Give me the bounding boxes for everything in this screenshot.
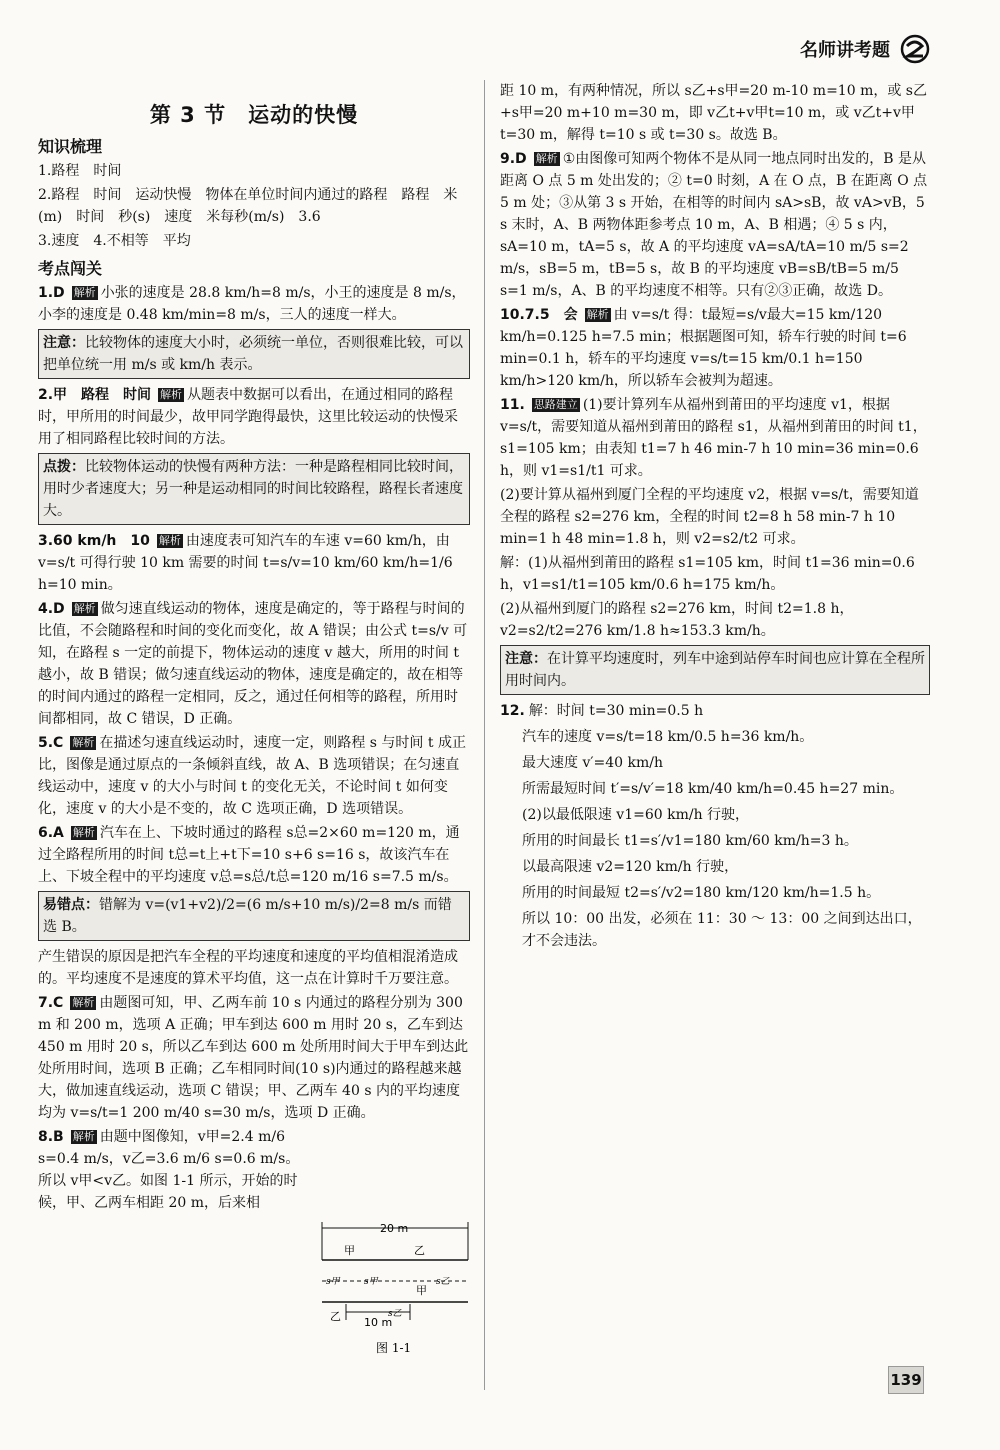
note-text: 比较物体运动的快慢有两种方法：一种是路程相同比较时间，用时少者速度大；另一种是运动相同的时间比较路程，路程长者速度大。 [43,459,463,519]
knowledge-item-3: 3.速度 4.不相等 平均 [38,233,191,249]
analysis-tag: 解析 [535,152,558,165]
answer-11-solution-1: 解：(1)从福州到莆田的路程 s1=105 km，时间 t1=36 min=0.6 h，v1=s1/t1=105 km/0.6 h=175 km/h。 [500,555,915,593]
note-label: 注意： [43,335,85,351]
answer-number: 6.A [38,825,64,841]
s-jia-label-2: s甲 [364,1277,378,1287]
analysis-tag: 解析 [72,736,95,749]
answer-5 [38,732,470,820]
label-10m: 10 m [364,1316,393,1329]
answer-number: 2.甲 路程 时间 [38,387,152,403]
answer-12-line: 所用的时间最短 t2=s′/v2=180 km/120 km/h=1.5 h。 [522,885,881,901]
note-box-mistake [38,891,470,941]
answer-12-line: 所以 10：00 出发，必须在 11：30 ～ 13：00 之间到达出口，才不会违法。 [522,911,922,949]
answer-number: 4.D [38,601,65,617]
knowledge-item-1: 1.路程 时间 [38,163,122,179]
answer-number: 8.B [38,1129,64,1145]
answer-text: 汽车在上、下坡时通过的路程 s总=2×60 m=120 m，通过全路程所用的时间 t总=t上+t下=10 s+6 s=16 s，故该汽车在上、下坡全程中的平均速度 v总=s总/t总=120 m/16 s=7.5 m/s。 [38,825,460,885]
answer-10 [500,304,930,392]
answer-number: 10.7.5 会 [500,307,578,323]
mistake-explanation: 产生错误的原因是把汽车全程的平均速度和速度的平均值相混淆造成的。平均速度不是速度的算术平均值，这一点在计算时千万要注意。 [38,949,458,987]
note-label: 点拨： [43,459,85,475]
answer-12-line: 以最高限速 v2=120 km/h 行驶， [522,859,739,875]
heading-exercises: 考点闯关 [38,259,103,278]
analysis-tag: 解析 [73,286,96,299]
note-text: 在计算平均速度时，列车中途到站停车时间也应计算在全程所用时间内。 [505,651,925,689]
answer-12-line: 所用的时间最长 t1=s′/v1=180 km/60 km/h=3 h。 [522,833,858,849]
answer-12-line: 最大速度 v′=40 km/h [522,755,664,771]
section-title: 第 3 节 运动的快慢 [149,103,359,127]
answer-text: 由题中图像知，v甲=2.4 m/6 s=0.4 m/s，v乙=3.6 m/6 s=0.6 m/s。所以 v甲<v乙。如图 1-1 所示，开始的时候，甲、乙两车相距 20 m，后来相 [38,1129,300,1211]
note-box-tip [38,453,470,525]
car-jia-label: 甲 [344,1244,355,1257]
series-logo-icon [898,34,932,64]
answer-text: 由速度表可知汽车的车速 v=60 km/h，由 v=s/t 可得行驶 10 km 需要的时间 t=s/v=10 km/60 km/h=1/6 h=10 min。 [38,533,453,593]
answer-9 [500,148,930,302]
car-yi-label: 乙 [414,1244,425,1257]
analysis-tag: 解析 [72,826,95,839]
analysis-tag: 解析 [72,1130,95,1143]
analysis-tag: 解析 [160,388,183,401]
answer-12-line: 汽车的速度 v=s/t=18 km/0.5 h=36 km/h。 [522,729,814,745]
answer-11-part-2: (2)要计算从福州到厦门全程的平均速度 v2，根据 v=s/t，需要知道全程的路程 s2=276 km，全程的时间 t2=8 h 58 min-7 h 10 min=1 h 48 min=1.8 h，则 v2=s2/t2 可求。 [500,487,919,547]
answer-11-solution-2: (2)从福州到厦门的路程 s2=276 km，时间 t2=1.8 h，v2=s2/t2=276 km/1.8 h≈153.3 km/h。 [500,601,854,639]
analysis-tag: 解析 [73,602,96,615]
answer-4 [38,598,470,730]
page-header [800,33,932,65]
note-label: 易错点： [43,897,99,913]
answer-12-line: (2)以最低限速 v1=60 km/h 行驶， [522,807,750,823]
answer-12-line: 所需最短时间 t′=s/v′=18 km/40 km/h=0.45 h=27 min。 [522,781,904,797]
answer-number: 11. [500,397,525,413]
right-column [500,78,930,956]
answer-text: 做匀速直线运动的物体，速度是确定的，等于路程与时间的比值，不会随路程和时间的变化而变化，故 A 错误；由公式 t=s/v 可知，在路程 s 一定的前提下，物体运动的速度 v 越大，所用的时间 t 越小，故 B 错误；做匀速直线运动的物体，速度是确定的，故在相等的时间内通过的路程一定相同，反之，通过任何相等的路程，所用时间都相同，故 C 错误，D 正确。 [38,601,468,727]
answer-3 [38,530,470,596]
answer-text: 小张的速度是 28.8 km/h=8 m/s，小王的速度是 8 m/s，小李的速度是 0.48 km/min=8 m/s，三人的速度一样大。 [38,285,466,323]
car-yi-label-2: 乙 [330,1310,341,1323]
answer-number: 1.D [38,285,65,301]
answer-text: 由 v=s/t 得：t最短=s/v最大=15 km/120 km/h=0.125 h=7.5 min；根据题图可知，轿车行驶的时间 t=6 min=0.1 h，轿车的平均速度 v=s/t=15 km/0.1 h=150 km/h>120 km/h，所以轿车会被判为超速。 [500,307,907,389]
figure-1-1 [318,1220,478,1360]
label-20m: 20 m [380,1222,409,1235]
answer-11 [500,394,930,482]
s-jia-label: s甲 [326,1277,340,1287]
answer-7 [38,992,470,1124]
answer-8-continued: 距 10 m，有两种情况，所以 s乙+s甲=20 m-10 m=10 m，或 s乙+s甲=20 m+10 m=30 m，即 v乙t+v甲t=10 m，或 v乙t+v甲t=30 m，解得 t=10 s 或 t=30 s。故选 B。 [500,83,927,143]
answer-number: 3.60 km/h 10 [38,533,150,549]
answer-number: 12. [500,703,525,719]
answer-text: 在描述匀速直线运动时，速度一定，则路程 s 与时间 t 成正比，图像是通过原点的一条倾斜直线，故 A、B 选项错误；在匀速直线运动中，速度 v 的大小与时间 t 的变化无关，不论时间 t 如何变化，速度 v 的大小是不变的，故 C 选项正确，D 选项错误。 [38,735,466,817]
heading-knowledge: 知识梳理 [38,137,103,156]
note-label: 注意： [505,651,547,667]
answer-text: 解：时间 t=30 min=0.5 h [528,703,704,719]
knowledge-item-2: 2.路程 时间 运动快慢 物体在单位时间内通过的路程 路程 米(m) 时间 秒(s) 速度 米每秒(m/s) 3.6 [38,187,458,225]
approach-tag: 思路建立 [533,398,578,411]
note-text: 错解为 v=(v1+v2)/2=(6 m/s+10 m/s)/2=8 m/s 而错选 B。 [43,897,452,935]
answer-12 [500,700,930,722]
answer-text: 从题表中数据可以看出，在通过相同的路程时，甲所用的时间最少，故甲同学跑得最快，这里比较运动的快慢采用了相同路程比较时间的方法。 [38,387,458,447]
series-title: 名师讲考题 [800,40,890,61]
car-jia-label-2: 甲 [416,1284,427,1297]
analysis-tag: 解析 [72,996,95,1009]
answer-8 [38,1126,310,1214]
answer-number: 5.C [38,735,64,751]
answer-text: 由题图可知，甲、乙两车前 10 s 内通过的路程分别为 300 m 和 200 m，选项 A 正确；甲车到达 600 m 用时 20 s，乙车到达 450 m 用时 20 s，所以乙车到达 600 m 处所用时间大于甲车到达此处所用时间，选项 B 正确；乙车相同时间(10 s)内通过的路程越来越大，做加速直线运动，选项 C 错误；甲、乙两车 40 s 内的平均速度均为 v=s/t=1 200 m/40 s=30 m/s，选项 D 正确。 [38,995,469,1121]
analysis-tag: 解析 [586,308,609,321]
analysis-tag: 解析 [158,534,181,547]
answer-number: 9.D [500,151,527,167]
s-yi-label-2: s乙 [388,1309,402,1319]
note-box-attention-2 [500,645,930,695]
figure-caption: 图 1-1 [376,1341,412,1355]
answer-number: 7.C [38,995,64,1011]
s-yi-label: s乙 [436,1277,450,1287]
column-divider [484,80,485,1390]
page-number: 139 [888,1366,924,1394]
left-column [38,104,470,1216]
answer-1 [38,282,470,326]
note-text: 比较物体的速度大小时，必须统一单位，否则很难比较，可以把单位统一用 m/s 或 km/h 表示。 [43,335,463,373]
answer-2 [38,384,470,450]
answer-text: (1)要计算列车从福州到莆田的平均速度 v1，根据 v=s/t，需要知道从福州到莆田的路程 s1，从福州到莆田的时间 t1，s1=105 km；由表知 t1=7 h 46 min-7 h 10 min=36 min=0.6 h，则 v1=s1/t1 可求。 [500,397,927,479]
note-box-attention [38,329,470,379]
answer-6 [38,822,470,888]
answer-text: ①由图像可知两个物体不是从同一地点同时出发的，B 是从距离 O 点 5 m 处出发的；② t=0 时刻，A 在 O 点，B 在距离 O 点 5 m 处；③从第 3 s 开始，在相等的时间内 sA>sB，故 vA>vB，5 s 末时，A、B 两物体距参考点 10 m，A、B 相遇；④ 5 s 内，sA=10 m，tA=5 s，故 A 的平均速度 vA=sA/tA=10 m/5 s=2 m/s，sB=5 m，tB=5 s，故 B 的平均速度 vB=sB/tB=5 m/5 s=1 m/s，A、B 的平均速度不相等。只有②③正确，故选 D。 [500,151,928,299]
